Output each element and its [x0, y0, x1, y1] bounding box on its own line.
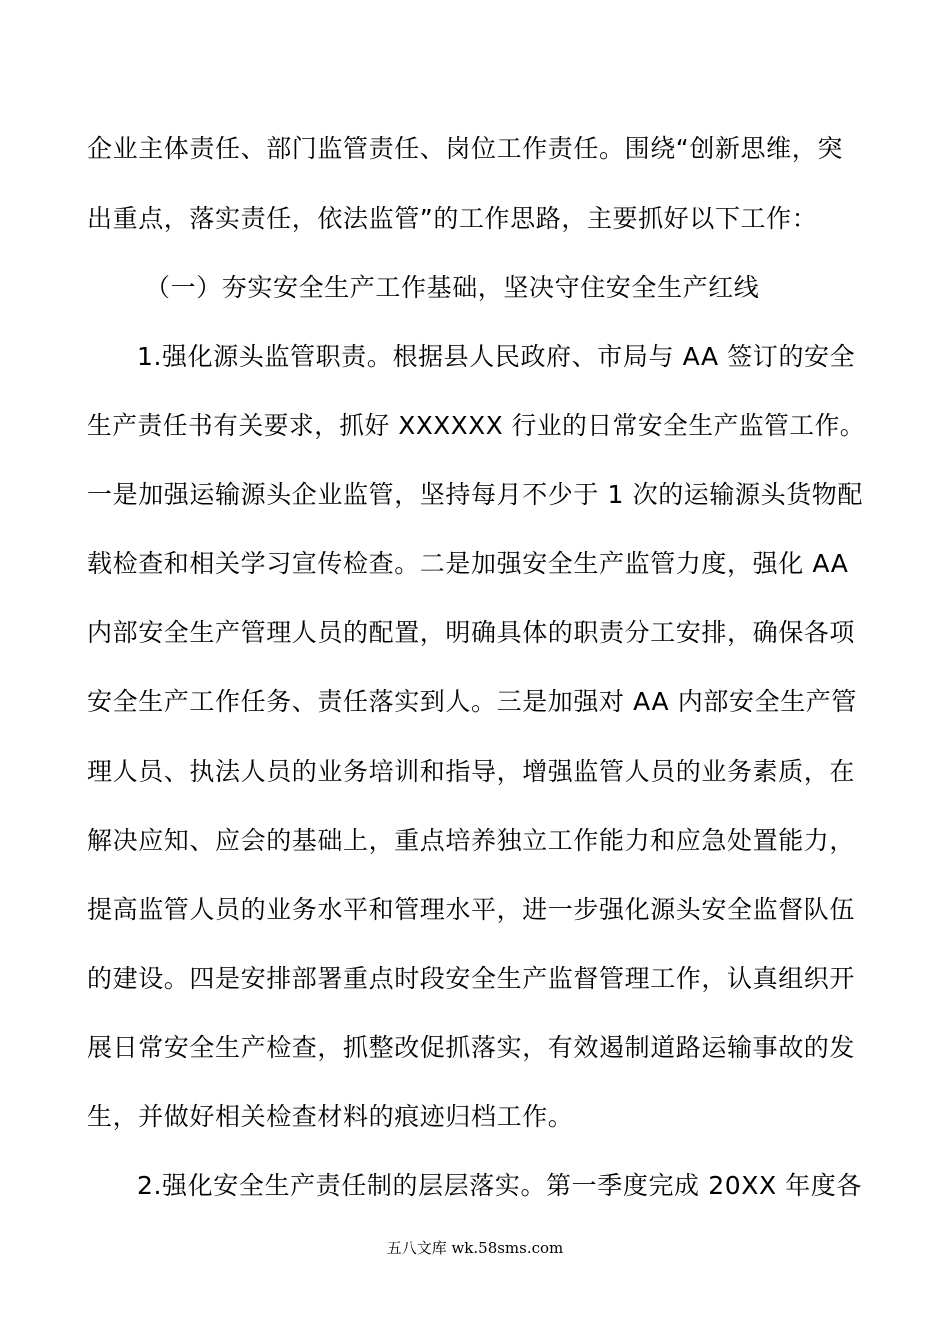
paragraph-start-line: 1.强化源头监管职责。根据县人民政府、市局与 AA 签订的安全 [137, 342, 856, 371]
page-footer-watermark: 五八文库 wk.58sms.com [386, 1239, 564, 1257]
body-text-line: 出重点，落实责任，依法监管”的工作思路，主要抓好以下工作： [87, 204, 818, 233]
body-text-line: 展日常安全生产检查，抓整改促抓落实，有效遏制道路运输事故的发 [87, 1033, 856, 1062]
section-heading: （一）夯实安全生产工作基础，坚决守住安全生产红线 [145, 273, 760, 302]
paragraph-start-line: 2.强化安全生产责任制的层层落实。第一季度完成 20XX 年度各 [137, 1171, 863, 1200]
body-text-line: 企业主体责任、部门监管责任、岗位工作责任。围绕“创新思维，突 [87, 134, 843, 163]
body-text-line: 载检查和相关学习宣传检查。二是加强安全生产监管力度，强化 AA [87, 549, 849, 578]
body-text-line: 解决应知、应会的基础上，重点培养独立工作能力和应急处置能力， [87, 826, 856, 855]
body-text-line: 生产责任书有关要求，抓好 XXXXXX 行业的日常安全生产监管工作。 [87, 411, 866, 440]
body-text-line: 安全生产工作任务、责任落实到人。三是加强对 AA 内部安全生产管 [87, 687, 857, 716]
body-text-line: 的建设。四是安排部署重点时段安全生产监督管理工作，认真组织开 [87, 964, 856, 993]
body-text-line: 一是加强运输源头企业监管，坚持每月不少于 1 次的运输源头货物配 [87, 480, 864, 509]
body-text-line: 提高监管人员的业务水平和管理水平，进一步强化源头安全监督队伍 [87, 895, 856, 924]
body-text-line: 内部安全生产管理人员的配置，明确具体的职责分工安排，确保各项 [87, 618, 856, 647]
body-text-line: 生，并做好相关检查材料的痕迹归档工作。 [87, 1102, 574, 1131]
body-text-line: 理人员、执法人员的业务培训和指导，增强监管人员的业务素质，在 [87, 757, 856, 786]
